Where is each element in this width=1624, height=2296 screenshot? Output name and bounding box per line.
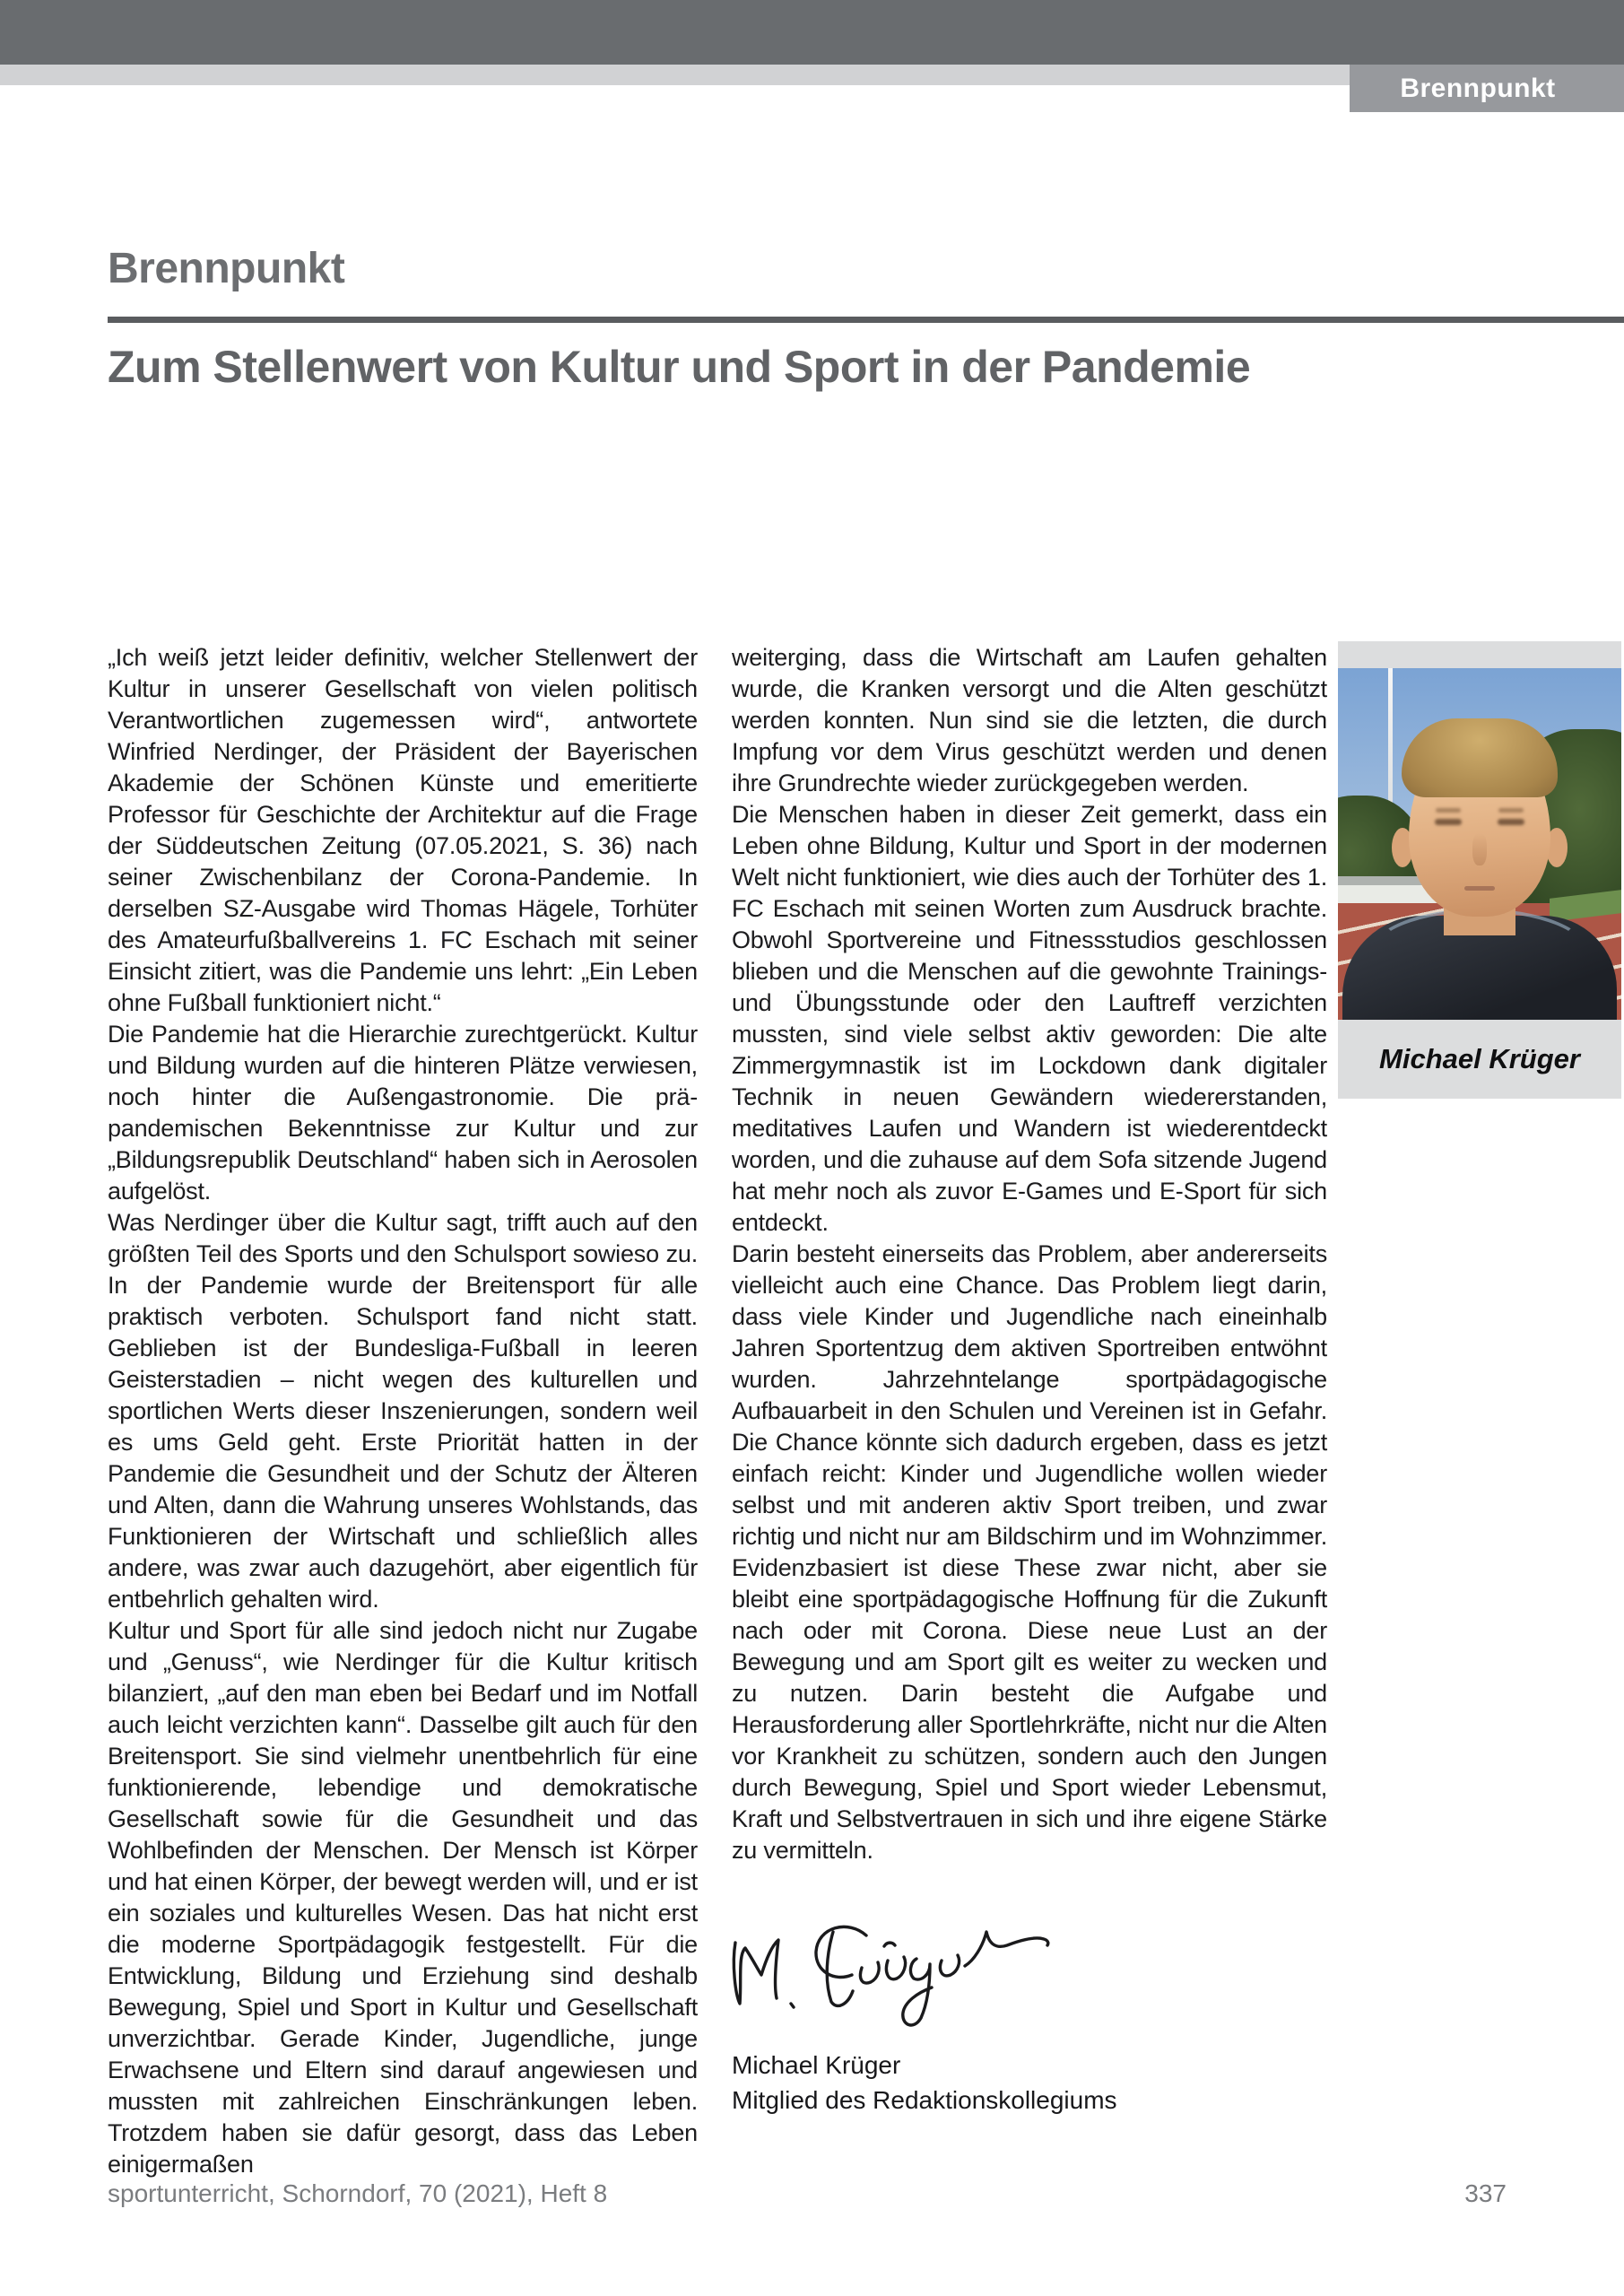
top-light-strip (0, 65, 1350, 85)
paragraph: Die Menschen haben in dieser Zeit gemerkt, dass ein Leben ohne Bildung, Kultur und Sport in der modernen Welt nicht funktioniert, wie dies auch der Torhüter des 1. FC Eschach mit seinen Worten zum Ausdruck brachte. Obwohl Sportvereine und Fitnessstudios geschlossen blieben und die Menschen auf die gewohnte Trainings- und Übungsstunde oder den Lauftreff verzichten mussten, sind viele selbst aktiv geworden: Die alte Zimmergymnastik ist im Lockdown dank digitaler Technik in neuen Gewändern wiedererstanden, meditatives Laufen und Wandern ist wiederentdeckt worden, und die zuhause auf dem Sofa sitzende Jugend hat mehr noch als zuvor E-Games und E-Sport für sich entdeckt. (732, 801, 1327, 1236)
signature-stroke (884, 1943, 895, 1946)
section-tab-label: Brennpunkt (1400, 73, 1556, 103)
paragraph: Die Pandemie hat die Hierarchie zurechtgerückt. Kultur und Bildung wurden auf die hinteren Plätze verwiesen, noch hinter die Außengastronomie. Die prä-pandemischen Bekenntnisse zur Kultur und zur „Bildungsrepublik Deutschland“ haben sich in Aerosolen aufgelöst. (108, 1021, 698, 1205)
photo-eye-right (1498, 819, 1524, 825)
signature-stroke (940, 1955, 959, 1976)
photo-mouth (1464, 886, 1495, 891)
signature-stroke (965, 1932, 1048, 1966)
section-heading: Brennpunkt (108, 245, 345, 292)
signature-stroke (860, 1962, 879, 1983)
paragraph: „Ich weiß jetzt leider definitiv, welcher Stellenwert der Kultur in unserer Gesellschaft von vielen politisch Verantwortlichen zugemessen wird“, antwortete Winfried Nerdinger, der Präsident der Bayerischen Akademie der Schönen Künste und emeritierte Professor für Geschichte der Architektur auf die Frage der Süddeutschen Zeitung (07.05.2021, S. 36) nach seiner Zwischenbilanz der Corona-Pandemie. In derselben SZ-Ausgabe wird Thomas Hägele, Torhüter des Amateurfußballvereins 1. FC Eschach mit seiner Einsicht zitiert, was die Pandemie uns lehrt: „Ein Leben ohne Fußball funktioniert nicht.“ (108, 644, 698, 1016)
author-photo (1338, 668, 1621, 1020)
photo-hair (1402, 718, 1558, 797)
signature-stroke (886, 1957, 905, 1979)
signature-stroke (791, 2004, 794, 2007)
article-title: Zum Stellenwert von Kultur und Sport in der Pandemie (108, 342, 1251, 392)
photo-nose (1472, 833, 1487, 865)
signature-stroke (816, 1926, 866, 1977)
signature-stroke (827, 1932, 853, 2005)
section-tab (1350, 65, 1624, 112)
signature-handwriting (725, 1909, 1056, 2059)
signature-stroke (903, 1959, 932, 2025)
author-name: Michael Krüger (732, 2051, 901, 2079)
paragraph: Darin besteht einerseits das Problem, aber andererseits vielleicht auch eine Chance. Das Problem liegt darin, dass viele Kinder und Jugendliche nach eineinhalb Jahren Sportentzug dem aktiven Sportreiben entwöhnt wurden. Jahrzehntelange sportpädagogische Aufbauarbeit in den Schulen und Vereinen ist in Gefahr. Die Chance könnte sich dadurch ergeben, dass es jetzt einfach reicht: Kinder und Jugendliche wollen wieder selbst und mit anderen aktiv Sport treiben, und zwar richtig und nicht nur am Bildschirm und im Wohnzimmer. Evidenzbasiert ist diese These zwar nicht, aber sie bleibt eine sportpädagogische Hoffnung für die Zukunft nach oder mit Corona. Diese neue Lust an der Bewegung und am Sport gilt es weiter zu wecken und zu nutzen. Darin besteht die Aufgabe und Herausforderung aller Sportlehrkräfte, nicht nur die Alten vor Krankheit zu schützen, sondern auch den Jungen durch Bewegung, Spiel und Sport wieder Lebensmut, Kraft und Selbstvertrauen in sich und ihre eigene Stärke zu vermitteln. (732, 1240, 1327, 1864)
right-column (732, 642, 1327, 1866)
photo-eye-left (1435, 819, 1462, 825)
paragraph: Was Nerdinger über die Kultur sagt, trifft auch auf den größten Teil des Sports und den Schulsport sowieso zu. In der Pandemie wurde der Breitensport für alle praktisch verboten. Schulsport fand nicht statt. Geblieben ist der Bundesliga-Fußball in leeren Geisterstadien – nicht wegen des kulturellen und sportlichen Werts dieser Inszenierungen, sondern weil es ums Geld geht. Erste Priorität hatten in der Pandemie die Gesundheit und der Schutz der Älteren und Alten, dann die Wahrung unseres Wohlstands, das Funktionieren der Wirtschaft und schließlich alles andere, was zwar auch dazugehört, aber eigentlich für entbehrlich gehalten wird. (108, 1209, 698, 1613)
author-block (732, 2048, 1117, 2118)
journal-footer-line: sportunterricht, Schorndorf, 70 (2021), Heft 8 (108, 2179, 608, 2207)
paragraph: Kultur und Sport für alle sind jedoch nicht nur Zugabe und „Genuss“, wie Nerdinger für die Kultur kritisch bilanziert, „auf den man eben bei Bedarf und im Notfall auch leicht verzichten kann“. Dasselbe gilt auch für den Breitensport. Sie sind vielmehr unentbehrlich für eine funktionierende, lebendige und demokratische Gesellschaft sowie für die Gesundheit und das Wohlbefinden der Menschen. Der Mensch ist Körper und hat einen Körper, der bewegt werden will, und er ist ein soziales und kulturelles Wesen. Das hat nicht erst die moderne Sportpädagogik festgestellt. Für die Entwicklung, Bildung und Erziehung sind deshalb Bewegung, Spiel und Sport in Kultur und Gesellschaft unverzichtbar. Gerade Kinder, Jugendliche, junge Erwachsene und Eltern sind darauf angewiesen und mussten mit zahlreichen Einschränkungen leben. Trotzdem haben sie dafür gesorgt, dass das Leben einigermaßen (108, 1617, 698, 2178)
heading-rule (108, 317, 1624, 323)
signature-stroke (734, 1940, 778, 2004)
left-column (108, 642, 698, 2180)
author-figure (1338, 641, 1621, 1099)
top-color-bar (0, 0, 1624, 65)
paragraph: weiterging, dass die Wirtschaft am Laufen gehalten wurde, die Kranken versorgt und die Alten geschützt werden konnten. Nun sind sie die letzten, die durch Impfung vor dem Virus geschützt werden und denen ihre Grundrechte wieder zurückgegeben werden. (732, 644, 1327, 796)
author-role: Mitglied des Redaktionskollegiums (732, 2086, 1117, 2114)
page-number: 337 (1464, 2179, 1507, 2207)
photo-caption: Michael Krüger (1379, 1043, 1580, 1074)
